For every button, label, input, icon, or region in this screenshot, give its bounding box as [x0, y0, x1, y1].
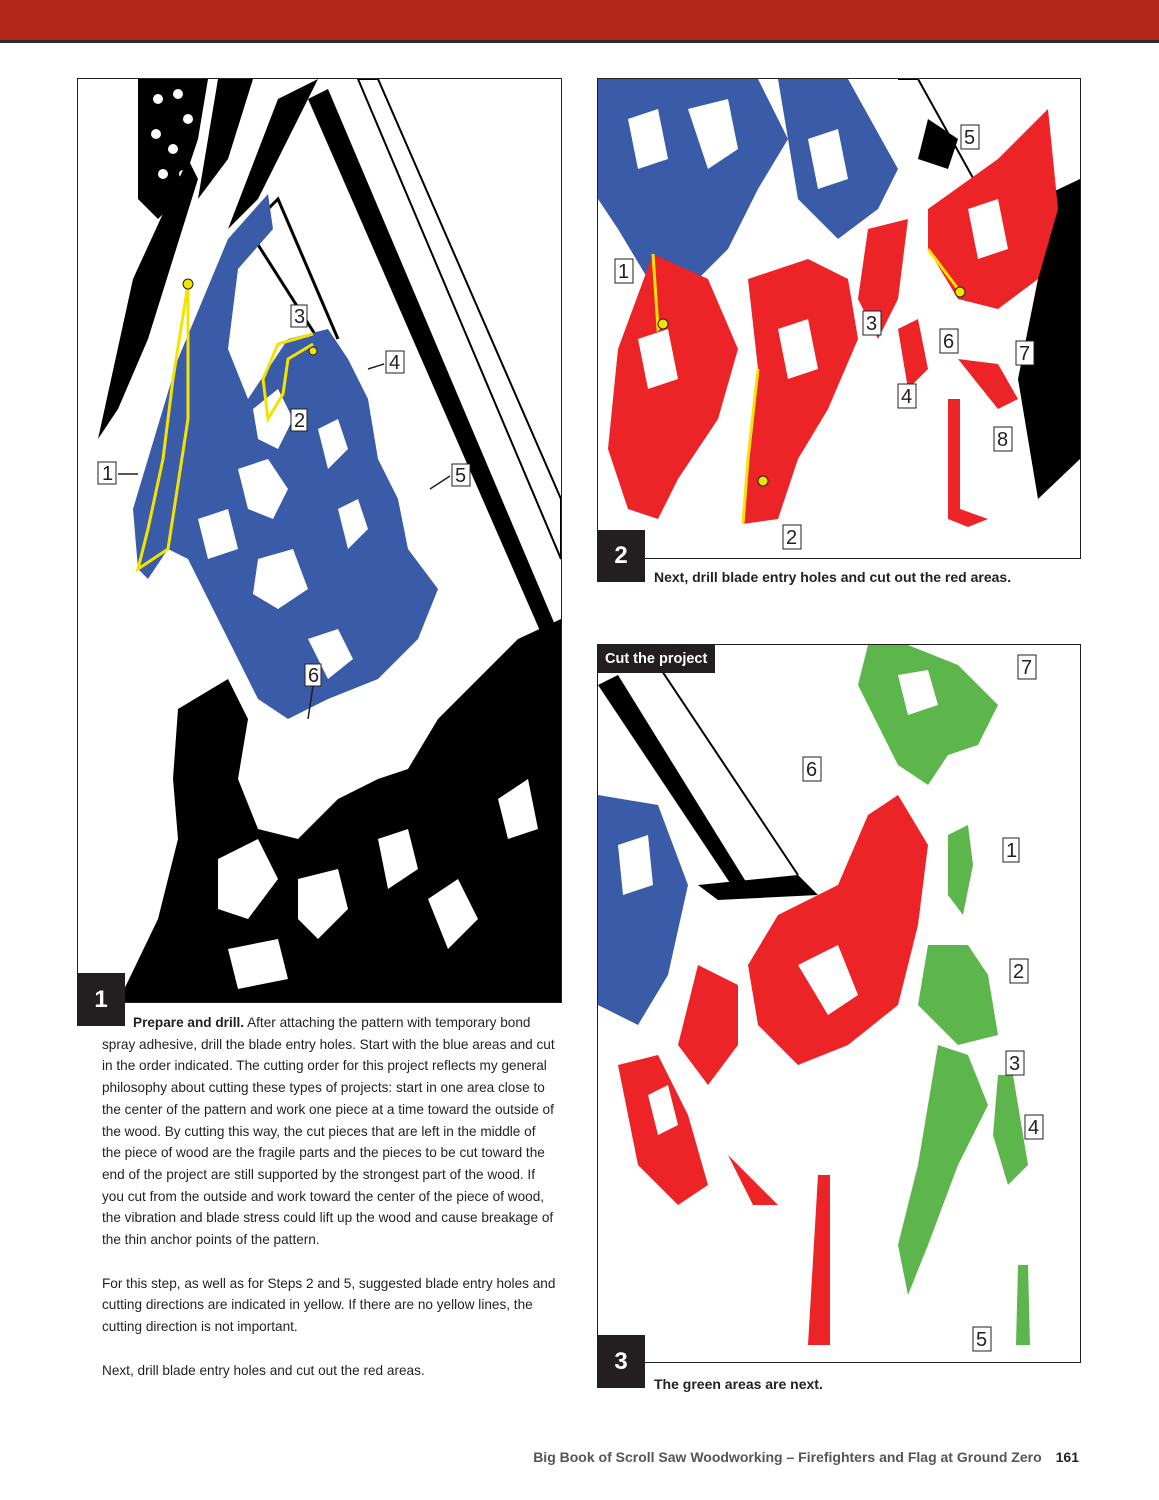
step3-pattern-panel: [597, 644, 1081, 1363]
label-5: 5: [976, 1329, 988, 1351]
page-number: 161: [1055, 1449, 1079, 1465]
label-3: 3: [1009, 1053, 1021, 1075]
label-5: 5: [455, 465, 467, 487]
red-area-1: [608, 254, 738, 519]
step1-paragraph-2: For this step, as well as for Steps 2 and 5, suggested blade entry holes and cutting directions are indicated in yellow. If there are no yellow lines, the cutting direction is not important.: [102, 1275, 556, 1335]
label-1: 1: [618, 261, 630, 283]
label-4: 4: [389, 352, 401, 374]
label-3: 3: [294, 306, 306, 328]
label-2: 2: [786, 527, 798, 549]
step1-paragraph-1: After attaching the pattern with temporary bond spray adhesive, drill the blade entry holes. Start with the blue areas and cut in the order indicated. The cutting order for this project reflects my general philosophy about cutting these types of projects: start in one area close to the center of the pattern and work one piece at a time toward the outside of the wood. By cutting this way, the cut pieces that are left in the middle of the piece of wood are the fragile parts and the pieces to be cut toward the end of the project are still supported by the strongest part of the wood. If you cut from the outside and work toward the center of the piece of wood, the vibration and blade stress could lift up the wood and cause breakage of the thin anchor points of the pattern.: [102, 1015, 555, 1248]
step2-number-badge: 2: [597, 530, 645, 582]
label-1: 1: [1006, 840, 1018, 862]
step1-pattern-panel: [77, 78, 562, 1003]
step1-number-badge: 1: [77, 973, 125, 1026]
step1-pattern-illustration: [78, 79, 561, 1002]
label-8: 8: [997, 429, 1009, 451]
step3-pattern-illustration: [598, 645, 1080, 1362]
label-2: 2: [1013, 961, 1025, 983]
label-4: 4: [901, 386, 913, 408]
green-area-top: [858, 645, 998, 785]
step1-paragraph-3: Next, drill blade entry holes and cut out the red areas.: [102, 1362, 425, 1378]
label-6: 6: [943, 331, 955, 353]
label-4: 4: [1028, 1117, 1040, 1139]
step1-title: Prepare and drill.: [133, 1015, 245, 1030]
label-7: 7: [1021, 657, 1033, 679]
step2-pattern-panel: [597, 78, 1081, 559]
label-6: 6: [806, 759, 818, 781]
step2-pattern-illustration: [598, 79, 1080, 558]
label-6: 6: [308, 665, 320, 687]
label-3: 3: [866, 313, 878, 335]
step3-number-badge: 3: [597, 1335, 645, 1388]
footer-book-title: Big Book of Scroll Saw Woodworking – Firefighters and Flag at Ground Zero: [533, 1449, 1042, 1465]
label-5: 5: [964, 127, 976, 149]
step2-caption: Next, drill blade entry holes and cut out the red areas.: [654, 569, 1012, 585]
step1-instructions: [102, 1012, 558, 1404]
label-7: 7: [1019, 343, 1031, 365]
label-1: 1: [102, 463, 114, 485]
header-bar: [0, 0, 1159, 43]
red-area-large: [748, 795, 928, 1065]
page-footer: [533, 1449, 1079, 1465]
label-2: 2: [294, 410, 306, 432]
cut-the-project-label: Cut the project: [597, 645, 715, 673]
step3-caption: The green areas are next.: [654, 1376, 823, 1392]
